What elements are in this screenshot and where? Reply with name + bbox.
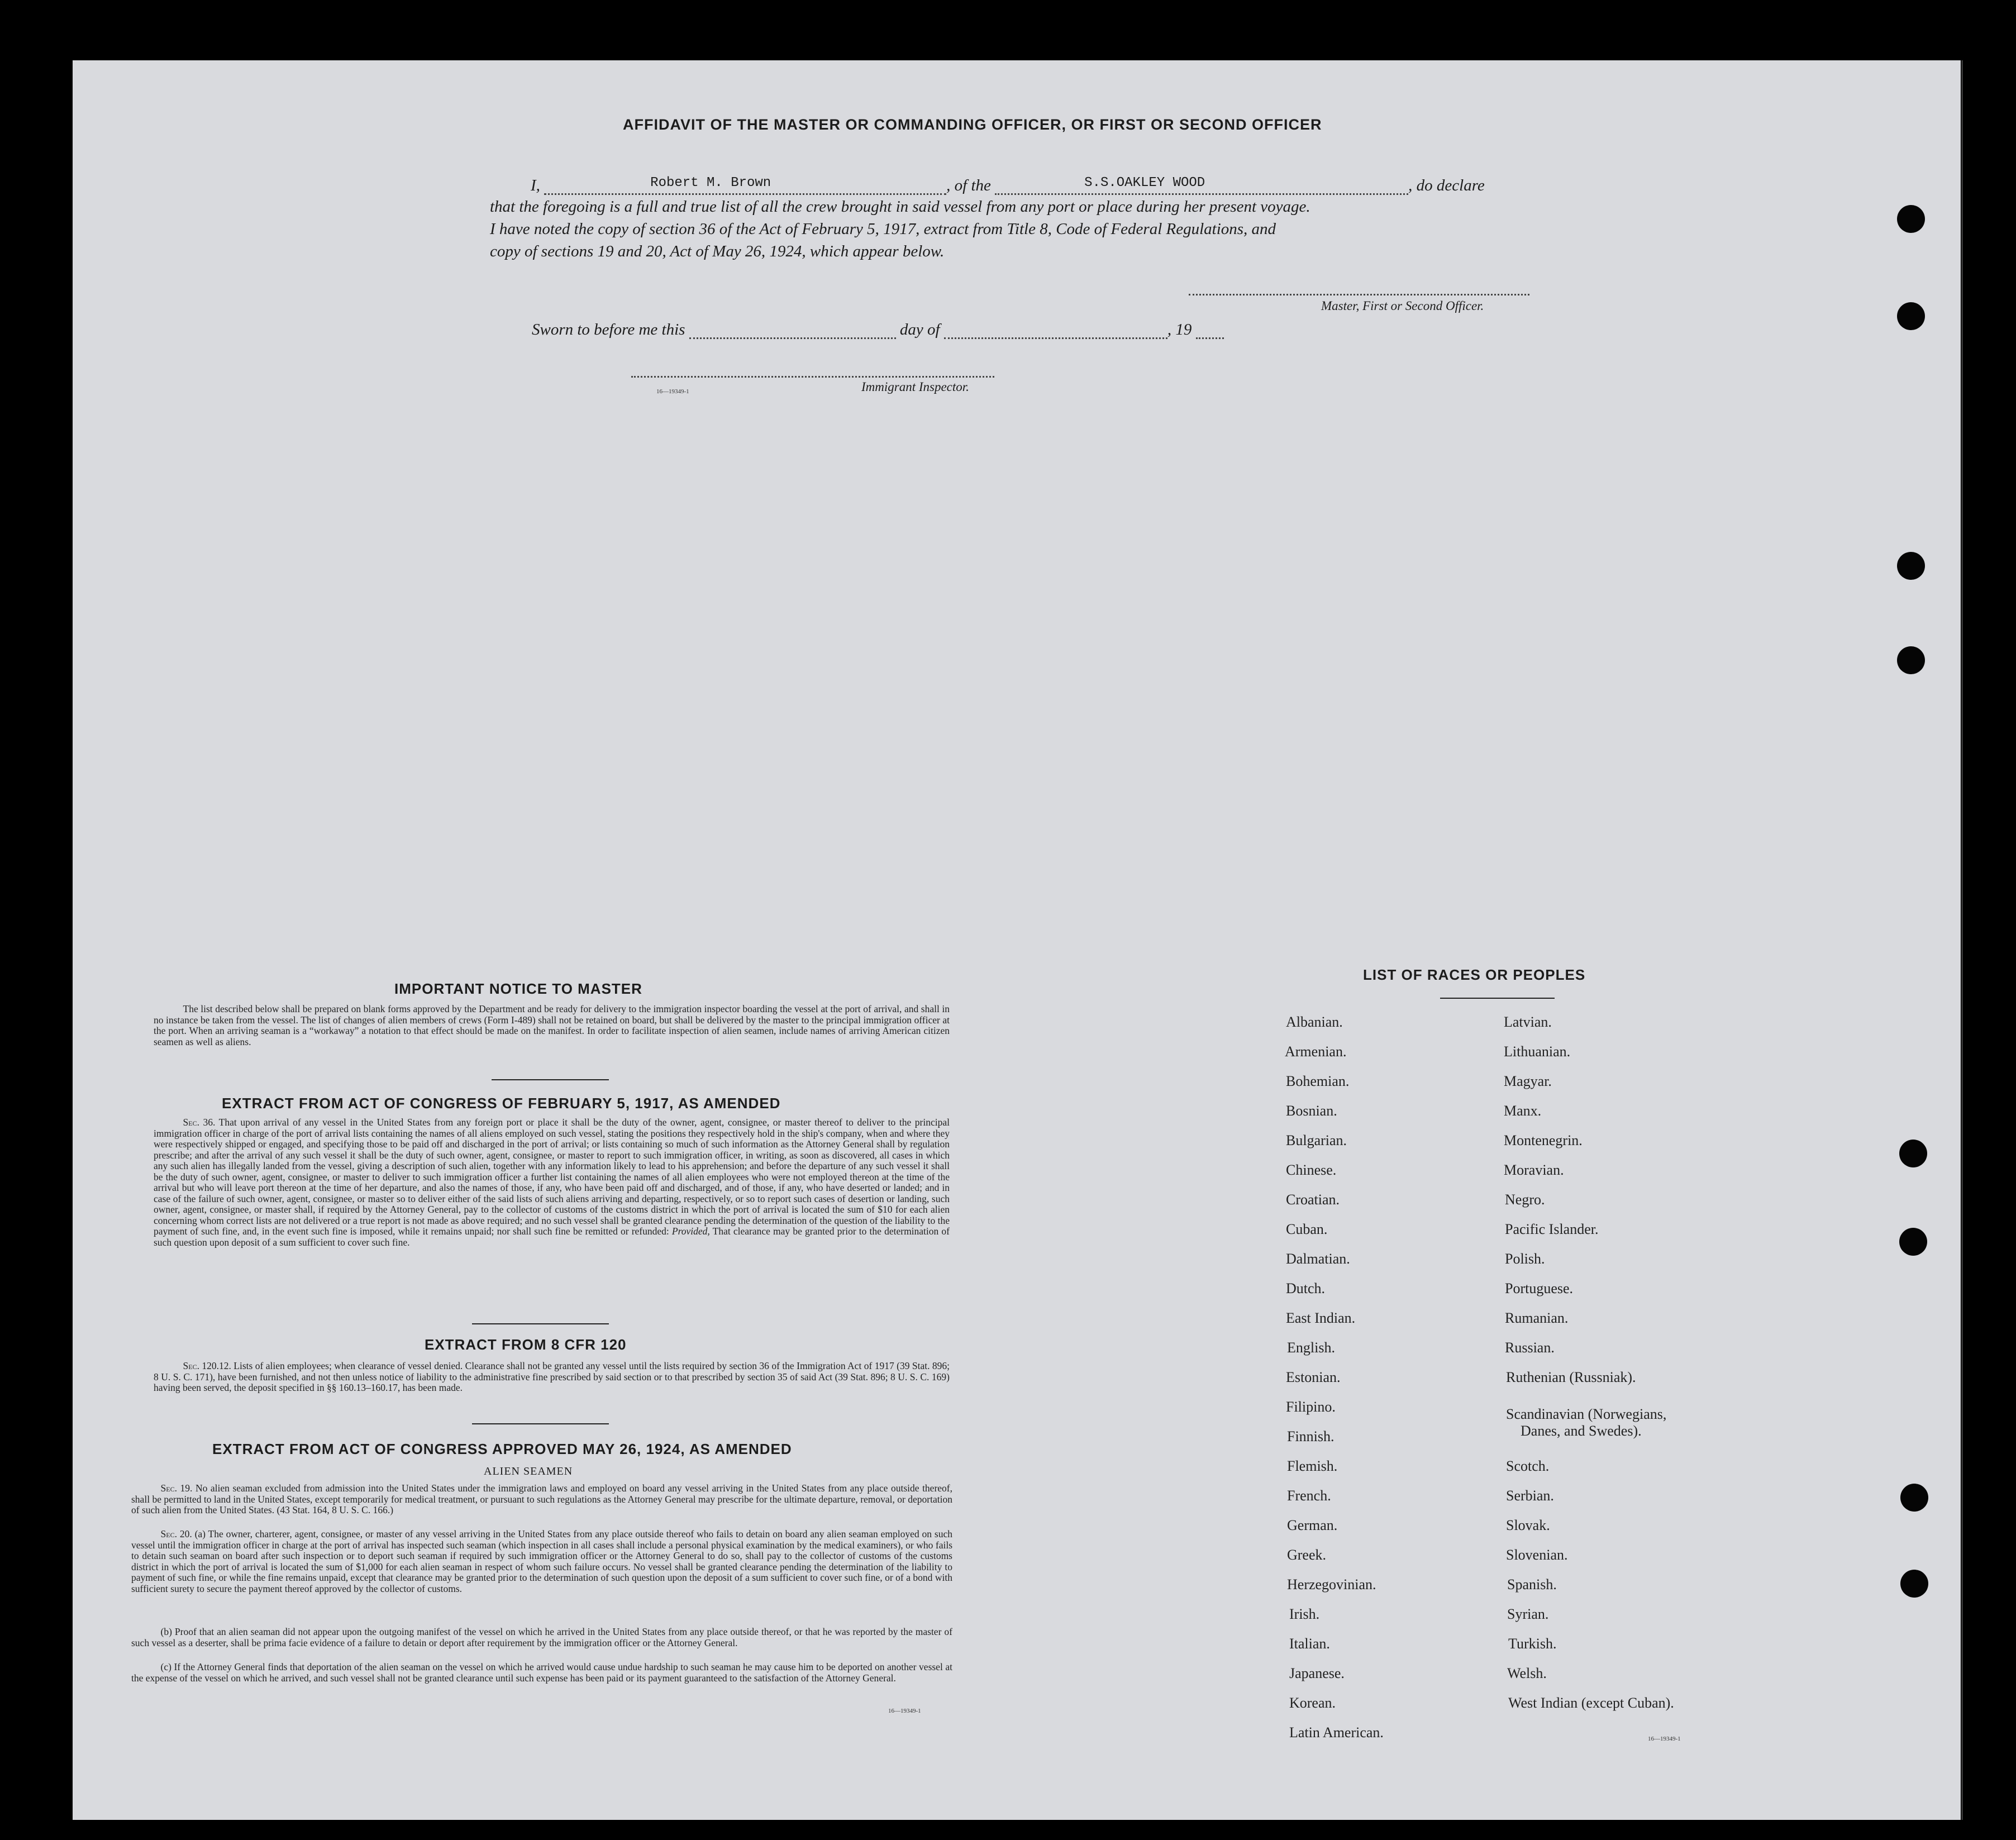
race-item: Ruthenian (Russniak). xyxy=(1506,1369,1636,1385)
master-signature-line xyxy=(1189,294,1529,295)
race-item: Bohemian. xyxy=(1286,1073,1350,1089)
master-signature-label: Master, First or Second Officer. xyxy=(1321,299,1484,313)
sec-19-label: Sec. 19. xyxy=(160,1483,193,1494)
sworn-year-field xyxy=(1196,323,1224,339)
vessel-name-field xyxy=(995,177,1408,195)
punch-hole xyxy=(1897,205,1925,233)
race-item: Serbian. xyxy=(1506,1488,1554,1504)
race-item: Japanese. xyxy=(1289,1665,1345,1681)
race-item: West Indian (except Cuban). xyxy=(1508,1695,1674,1711)
race-item: Bulgarian. xyxy=(1286,1132,1347,1148)
extract-1917-text xyxy=(154,1117,950,1248)
race-item: Danes, and Swedes). xyxy=(1521,1423,1642,1439)
extract-form-number: 16—19349-1 xyxy=(888,1708,921,1714)
race-item: Croatian. xyxy=(1286,1191,1340,1208)
sec-36-text-end: That clearance may be granted prior to the determination of such question upon deposit of a sum sufficient to cover such fine. xyxy=(154,1226,950,1248)
race-item: Latvian. xyxy=(1504,1014,1552,1030)
race-item: French. xyxy=(1287,1488,1331,1504)
extract-cfr-text xyxy=(154,1361,950,1394)
affidavit-line-2: that the foregoing is a full and true list of all the crew brought in said vessel from any port or place during her present voyage. xyxy=(490,198,1310,216)
punch-hole xyxy=(1897,552,1925,580)
race-item: Irish. xyxy=(1289,1606,1320,1622)
sec-36-text: That upon arrival of any vessel in the United States from any foreign port or place it shall be the duty of the owner, agent, consignee, or master thereof to deliver to the principal immigration officer in charge of the port of arrival lists containing the names of all aliens employed on such vessel, stating the positions they respectively hold in the ship's company, when and where they were respectively shipped or engaged, and specifying those to be paid off and discharged in the port of arrival; or lists containing so much of such information as the Attorney General shall by regulation prescribe; and after the arrival of any such vessel it shall be the duty of such owner, agent, consignee, or master to report to such immigration officer, in writing, as soon as discovered, all cases in which any such alien has illegally landed from the vessel, giving a description of such alien, together with any information likely to lead to his apprehension; and before the departure of any such vessel it shall be the duty of such owner, agent, consignee, or master to deliver to such immigration officer a further list containing the names of all alien employees who were not employed thereon at the time of the arrival but who will leave port thereon at the time of her departure, and also the names of those, if any, who have been paid off and discharged, and of those, if any, who have deserted or landed; and in case of the failure of such owner, agent, consignee, or master so to deliver either of the said lists of such aliens arriving and departing, respectively, or so to report such cases of desertion or landing, such owner, agent, consignee, or master shall, if required by the Attorney General, pay to the collector of customs of the customs district in which the port of arrival is located the sum of $10 for each alien concerning whom correct lists are not delivered or a true report is not made as above required; and no such vessel shall be granted clearance pending the determination of the question of the liability to the payment of such fine, and, in the event such fine is imposed, while it remains unpaid; nor shall such fine be remitted or refunded: xyxy=(154,1117,950,1237)
race-item: Moravian. xyxy=(1504,1162,1564,1178)
divider xyxy=(472,1323,609,1324)
extract-1924-title: EXTRACT FROM ACT OF CONGRESS APPROVED MAY 26, 1924, AS AMENDED xyxy=(212,1441,792,1457)
sec-20a-body: (a) The owner, charterer, agent, consignee, or master of any vessel arriving in the United States from any place outside thereof who fails to detain on board any alien seaman employed on such vessel until the immigration officer in charge at the port of arrival has inspected such seaman (which inspection in all cases shall include a personal physical examination by the medical examiners), or who fails to detain such seaman on board after such inspection or to deport such seaman if required by such immigration officer or the Attorney General to do so, shall pay to the collector of customs of the customs district in which the port of arrival is located the sum of $1,000 for each alien seaman in respect of whom such failure occurs. No vessel shall be granted clearance pending the determination of the liability to payment of such fine, or while the fine remains unpaid, except that clearance may be granted prior to the determination of such question upon the deposit of a sum sufficient to cover such fine, or of a bond with sufficient surety to secure the payment thereof approved by the collector of customs. xyxy=(131,1528,952,1594)
day-of-text: day of xyxy=(899,321,940,339)
notice-title: IMPORTANT NOTICE TO MASTER xyxy=(394,980,642,997)
race-item: Polish. xyxy=(1505,1251,1545,1267)
divider xyxy=(492,1079,609,1080)
master-name-value: Robert M. Brown xyxy=(650,175,771,190)
race-item: Spanish. xyxy=(1507,1576,1557,1593)
race-item: Portuguese. xyxy=(1505,1280,1574,1296)
punch-hole xyxy=(1900,1484,1928,1512)
race-item: Flemish. xyxy=(1287,1458,1338,1474)
race-item: Cuban. xyxy=(1286,1221,1328,1237)
affidavit-line-3: I have noted the copy of section 36 of the Act of February 5, 1917, extract from Title 8, Code of Federal Regulations, and xyxy=(490,220,1276,238)
provided-word: Provided, xyxy=(671,1226,710,1237)
punch-hole xyxy=(1900,1570,1928,1598)
race-item: Filipino. xyxy=(1286,1399,1336,1415)
sec-19-body: No alien seaman excluded from admission into the United States under the immigration laws and employed on board any vessel arriving in the United States from any place outside thereof, shall be permitted to land in the United States, except temporarily for medical treatment, or pursuant to such regulations as the Attorney General may prescribe for the ultimate departure, removal, or deportation of such alien from the United States. (43 Stat. 164, 8 U. S. C. 166.) xyxy=(131,1483,952,1515)
punch-hole xyxy=(1897,302,1925,330)
race-item: Russian. xyxy=(1505,1340,1555,1356)
race-item: Chinese. xyxy=(1286,1162,1337,1178)
notice-text: The list described below shall be prepared on blank forms approved by the Department and be ready for delivery to the immigration inspector boarding the vessel at the port of arrival, and shall in no instance be taken from the vessel. The list of changes of alien members of crews (Form I-489) shall not be retained on board, but shall be delivered by the master to the principal immigration officer at the port. When an arriving seaman is a “workaway” a notation to that effect should be made on the manifest. In order to facilitate inspection of alien seamen, include names of arriving American citizen seamen as well as aliens. xyxy=(154,1003,950,1047)
affidavit-line-1 xyxy=(531,177,1536,195)
sworn-day-field xyxy=(689,323,896,339)
race-item: Pacific Islander. xyxy=(1505,1221,1599,1237)
race-item: Korean. xyxy=(1289,1695,1336,1711)
do-declare-text: , do declare xyxy=(1408,177,1485,194)
inspector-signature-line xyxy=(631,376,994,378)
race-item: Rumanian. xyxy=(1505,1310,1569,1326)
sec-20-label: Sec. 20. xyxy=(160,1528,192,1539)
race-item: Herzegovinian. xyxy=(1287,1576,1376,1593)
races-form-number: 16—19349-1 xyxy=(1648,1736,1681,1742)
divider xyxy=(1440,998,1555,999)
extract-1917-title: EXTRACT FROM ACT OF CONGRESS OF FEBRUARY 5, 1917, AS AMENDED xyxy=(222,1095,781,1112)
vessel-name-value: S.S.OAKLEY WOOD xyxy=(1084,175,1205,190)
race-item: Dalmatian. xyxy=(1286,1251,1350,1267)
race-item: Scandinavian (Norwegians, xyxy=(1506,1406,1667,1422)
race-item: Slovak. xyxy=(1506,1517,1550,1533)
divider xyxy=(472,1423,609,1424)
sec-36-label: Sec. 36. xyxy=(183,1117,216,1128)
sec-20a-text xyxy=(131,1529,952,1594)
inspector-signature-label: Immigrant Inspector. xyxy=(861,380,969,394)
race-item: Slovenian. xyxy=(1506,1547,1568,1563)
sec-120-text: Lists of alien employees; when clearance of vessel denied. Clearance shall not be granted any vessel until the lists required by section 36 of the Immigration Act of 1917 (39 Stat. 896; 8 U. S. C. 171), have been furnished, and not then unless notice of liability to the administrative fine prescribed by said section or to that prescribed by section 35 of said Act (39 Stat. 896; 8 U. S. C. 169) having been served, the deposit specified in §§ 160.13–160.17, has been made. xyxy=(154,1360,950,1393)
race-item: Estonian. xyxy=(1286,1369,1341,1385)
affidavit-intro: I, xyxy=(531,177,540,194)
sworn-month-field xyxy=(944,323,1167,339)
race-item: Latin American. xyxy=(1289,1724,1384,1741)
race-item: Lithuanian. xyxy=(1504,1043,1571,1060)
races-title: LIST OF RACES OR PEOPLES xyxy=(1363,966,1586,983)
master-name-field xyxy=(544,177,946,195)
affidavit-form-number: 16—19349-1 xyxy=(656,388,689,395)
sworn-prefix: Sworn to before me this xyxy=(532,321,685,339)
affidavit-line-4: copy of sections 19 and 20, Act of May 26, 1924, which appear below. xyxy=(490,242,945,260)
sec-120-label: Sec. 120.12. xyxy=(183,1360,231,1371)
race-item: Armenian. xyxy=(1285,1043,1347,1060)
sworn-line xyxy=(532,321,1224,339)
race-item: Bosnian. xyxy=(1286,1103,1337,1119)
affidavit-title: AFFIDAVIT OF THE MASTER OR COMMANDING OFFICER, OR FIRST OR SECOND OFFICER xyxy=(623,116,1322,133)
sec-19-text xyxy=(131,1483,952,1516)
race-item: Manx. xyxy=(1504,1103,1542,1119)
race-item: Albanian. xyxy=(1286,1014,1343,1030)
race-item: German. xyxy=(1287,1517,1338,1533)
sec-20c-text: (c) If the Attorney General finds that deportation of the alien seaman on the vessel on which he arrived would cause undue hardship to such seaman he may cause him to be deported on another vessel at the expense of the vessel on which he arrived, and such vessel shall not be granted clearance until such expense has been paid or its payment guaranteed to the satisfaction of the Attorney General. xyxy=(131,1661,952,1684)
race-item: Greek. xyxy=(1287,1547,1327,1563)
race-item: Magyar. xyxy=(1504,1073,1552,1089)
race-item: Scotch. xyxy=(1506,1458,1550,1474)
race-item: Turkish. xyxy=(1508,1636,1557,1652)
race-item: Finnish. xyxy=(1287,1428,1335,1445)
race-item: Italian. xyxy=(1289,1636,1330,1652)
race-item: English. xyxy=(1287,1340,1335,1356)
race-item: Negro. xyxy=(1505,1191,1545,1208)
extract-cfr-title: EXTRACT FROM 8 CFR 120 xyxy=(425,1336,627,1353)
race-item: Dutch. xyxy=(1286,1280,1326,1296)
of-the-text: , of the xyxy=(946,177,991,194)
year-prefix: , 19 xyxy=(1167,321,1192,339)
race-item: Syrian. xyxy=(1507,1606,1549,1622)
punch-hole xyxy=(1899,1228,1927,1256)
punch-hole xyxy=(1897,646,1925,674)
race-item: East Indian. xyxy=(1286,1310,1356,1326)
alien-seamen-subtitle: ALIEN SEAMEN xyxy=(484,1465,573,1477)
race-item: Welsh. xyxy=(1507,1665,1547,1681)
sec-20b-text: (b) Proof that an alien seaman did not appear upon the outgoing manifest of the vessel on which he arrived in the United States from any place outside thereof, or that he was reported by the master of such vessel as a deserter, shall be prima facie evidence of a failure to detain or deport after requirement by the immigration officer or the Attorney General. xyxy=(131,1626,952,1648)
race-item: Montenegrin. xyxy=(1504,1132,1583,1148)
punch-hole xyxy=(1899,1140,1927,1167)
